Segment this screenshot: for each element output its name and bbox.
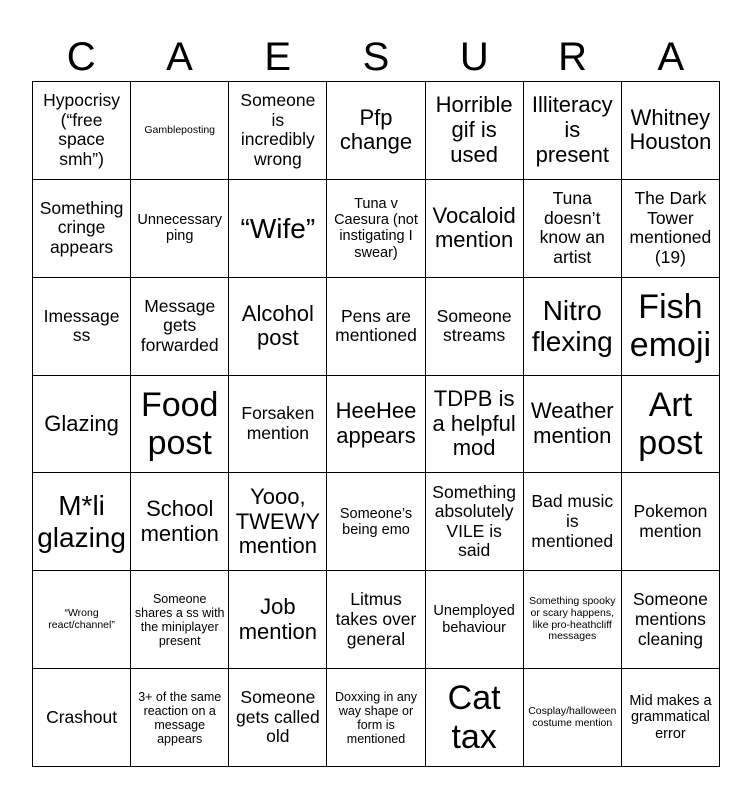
bingo-cell[interactable] [131, 571, 229, 669]
bingo-cell[interactable] [426, 571, 524, 669]
cell-text: Litmus takes over general [335, 589, 417, 649]
bingo-cell[interactable] [131, 473, 229, 571]
bingo-cell[interactable] [622, 571, 720, 669]
cell-text: Job mention [238, 594, 317, 644]
bingo-cell[interactable] [426, 82, 524, 180]
header-letter: U [459, 35, 489, 79]
bingo-cell[interactable] [426, 278, 524, 376]
header-letter: A [657, 35, 685, 79]
bingo-cell[interactable] [33, 669, 131, 767]
cell-text: Whitney Houston [629, 104, 712, 155]
cell-text: Crashout [46, 706, 118, 727]
bingo-cell[interactable] [327, 180, 425, 278]
cell-text: School mention [140, 496, 219, 546]
cell-text: Someone gets called old [236, 687, 320, 747]
bingo-cell[interactable] [426, 669, 524, 767]
cell-text: Unemployed behaviour [433, 603, 515, 636]
cell-text: Fish emoji [629, 288, 712, 365]
cell-text: Forsaken mention [241, 403, 315, 443]
bingo-cell[interactable] [524, 82, 622, 180]
cell-text: Someone mentions cleaning [632, 589, 708, 649]
bingo-cell[interactable] [622, 669, 720, 767]
bingo-cell[interactable] [33, 376, 131, 474]
cell-text: Pens are mentioned [335, 305, 417, 346]
bingo-cell[interactable] [131, 278, 229, 376]
header-letter: A [166, 35, 193, 79]
bingo-cell[interactable] [327, 82, 425, 180]
cell-text: Food post [140, 385, 219, 462]
cell-text: Weather mention [530, 398, 614, 448]
bingo-cell[interactable] [622, 376, 720, 474]
header-letter: E [264, 35, 292, 79]
cell-text: Unnecessary ping [137, 212, 223, 245]
cell-text: Vocaloid mention [432, 202, 516, 253]
cell-text: Cat tax [447, 679, 501, 756]
cell-text: Glazing [44, 410, 119, 436]
bingo-cell[interactable] [33, 473, 131, 571]
cell-text: Doxxing in any way shape or form is mentioned [334, 689, 417, 746]
bingo-cell[interactable] [131, 180, 229, 278]
bingo-cell[interactable] [229, 376, 327, 474]
cell-text: “Wrong react/channel” [48, 606, 115, 631]
cell-text: Imessage ss [43, 305, 120, 346]
header-letter: R [558, 35, 587, 79]
bingo-cell[interactable] [622, 473, 720, 571]
cell-text: “Wife” [240, 212, 316, 244]
header-letter: S [362, 35, 390, 79]
cell-text: Someone’s being emo [339, 505, 413, 538]
cell-text: Bad music is mentioned [531, 491, 614, 551]
bingo-cell[interactable] [327, 571, 425, 669]
bingo-cell[interactable] [229, 180, 327, 278]
bingo-cell[interactable] [229, 278, 327, 376]
bingo-header [32, 32, 720, 82]
bingo-cell[interactable] [524, 473, 622, 571]
bingo-cell[interactable] [327, 376, 425, 474]
cell-text: Pokemon mention [633, 501, 708, 541]
bingo-cell[interactable] [524, 180, 622, 278]
cell-text: Tuna v Caesura (not instigating I swear) [334, 195, 418, 261]
cell-text: 3+ of the same reaction on a message appears [138, 689, 222, 746]
cell-text: Someone shares a ss with the miniplayer present [134, 591, 225, 648]
bingo-cell[interactable] [426, 473, 524, 571]
cell-text: Horrible gif is used [435, 92, 513, 167]
bingo-cell[interactable] [426, 180, 524, 278]
bingo-cell[interactable] [524, 669, 622, 767]
bingo-cell[interactable] [229, 82, 327, 180]
header-letter: C [66, 35, 96, 79]
bingo-cell[interactable] [426, 376, 524, 474]
cell-text: Someone streams [436, 305, 512, 346]
bingo-cell[interactable] [229, 669, 327, 767]
bingo-cell[interactable] [622, 180, 720, 278]
cell-text: M*li glazing [37, 490, 126, 553]
bingo-cell[interactable] [131, 669, 229, 767]
cell-text: Something spooky or scary happens, like pro-heathcliff messages [529, 595, 616, 643]
cell-text: Illiteracy is present [531, 92, 613, 167]
cell-text: Hypocrisy (“free space smh”) [43, 90, 120, 170]
bingo-cell[interactable] [327, 278, 425, 376]
bingo-cell[interactable] [524, 278, 622, 376]
cell-text: Nitro flexing [531, 294, 613, 358]
cell-text: Cosplay/halloween costume mention [528, 704, 617, 729]
bingo-cell[interactable] [327, 669, 425, 767]
cell-text: Message gets forwarded [140, 295, 219, 355]
bingo-grid [32, 81, 720, 767]
bingo-cell[interactable] [229, 571, 327, 669]
cell-text: HeeHee appears [335, 398, 417, 448]
bingo-cell[interactable] [33, 180, 131, 278]
bingo-cell[interactable] [622, 82, 720, 180]
cell-text: Gambleposting [144, 123, 216, 136]
cell-text: Tuna doesn’t know an artist [539, 188, 605, 267]
cell-text: Art post [638, 385, 703, 462]
bingo-cell[interactable] [33, 278, 131, 376]
bingo-cell[interactable] [131, 82, 229, 180]
bingo-cell[interactable] [622, 278, 720, 376]
cell-text: Something absolutely VILE is said [432, 481, 516, 561]
bingo-cell[interactable] [33, 82, 131, 180]
cell-text: Something cringe appears [39, 197, 124, 258]
cell-text: TDPB is a helpful mod [432, 386, 516, 461]
bingo-cell[interactable] [131, 376, 229, 474]
bingo-cell[interactable] [327, 473, 425, 571]
cell-text: Pfp change [339, 104, 413, 155]
bingo-cell[interactable] [524, 571, 622, 669]
cell-text: Mid makes a grammatical error [629, 693, 712, 742]
bingo-cell[interactable] [229, 473, 327, 571]
bingo-cell[interactable] [524, 376, 622, 474]
cell-text: The Dark Tower mentioned (19) [629, 188, 712, 267]
bingo-cell[interactable] [33, 571, 131, 669]
cell-text: Yooo, TWEWY mention [235, 483, 321, 559]
cell-text: Alcohol post [241, 300, 314, 351]
cell-text: Someone is incredibly wrong [240, 90, 316, 170]
